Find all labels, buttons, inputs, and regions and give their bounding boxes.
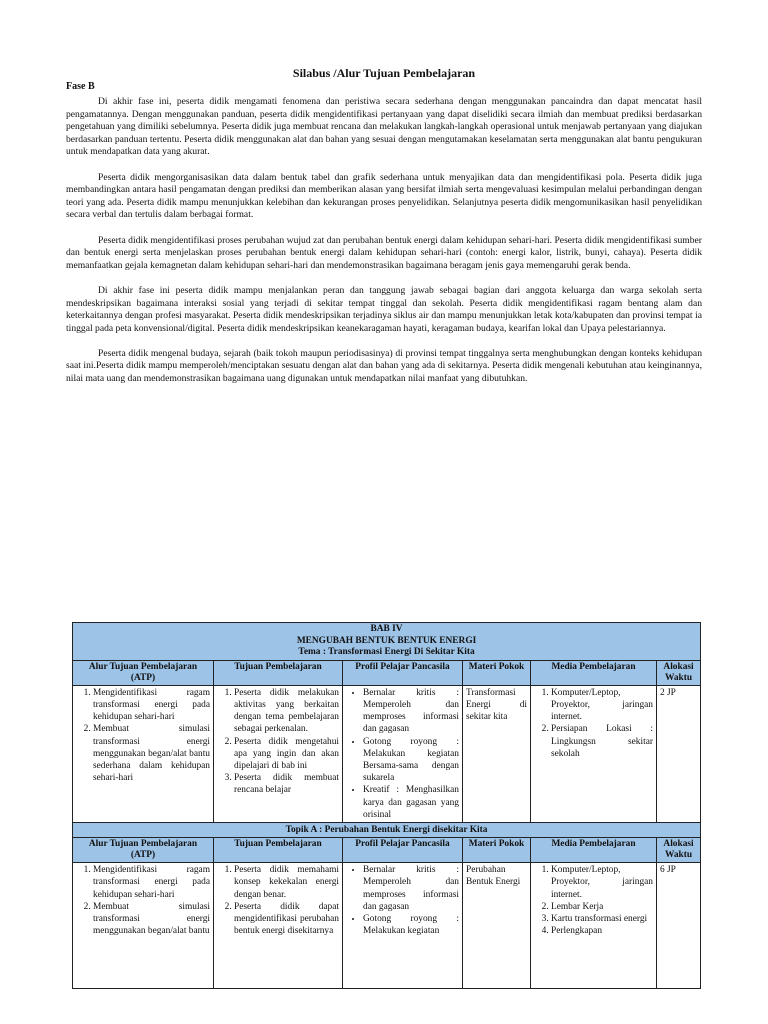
paragraph: Peserta didik mengorganisasikan data dalam bentuk tabel dan grafik sederhana untuk menyajikan data dan mengidentifikasi pola. Peserta didik juga membandingkan antara hasil pengamatan dengan prediksi dan memberikan alasan yang bersifat ilmiah serta mengevaluasi kesimpulan melalui perbandingan dengan teori yang ada. Peserta didik mampu menunjukkan kelebihan dan kekurangan proses penyelidikan. Selanjutnya peserta didik mengomunikasikan hasil penyelidikan secara verbal dan tertulis dalam berbagai format.	[66, 171, 702, 221]
header-tujuan: Tujuan Pembelajaran	[214, 660, 343, 685]
materi-cell: Transformasi Energi di sekitar kita	[463, 685, 531, 822]
paragraph: Peserta didik mengidentifikasi proses perubahan wujud zat dan perubahan bentuk energi dalam kehidupan sehari-hari. Peserta didik mengidentifikasi sumber dan bentuk energi serta menjelaskan proses perubahan bentuk energi dalam kehidupan sehari-hari (contoh: energi kalor, listrik, bunyi, cahaya). Peserta didik memanfaatkan gejala kemagnetan dalam kehidupan sehari-hari dan mendemonstrasikan bagaimana beragam jenis gaya memengaruhi gerak benda.	[66, 234, 702, 271]
table-row	[73, 685, 701, 822]
column-header-row	[73, 660, 701, 685]
column-header-row	[73, 838, 701, 863]
list-item: 2. Lembar Kerja	[551, 901, 653, 913]
media-cell	[531, 685, 657, 822]
list-item: • Bernalar kritis : Memperoleh dan memproses informasi dan gagasan	[363, 864, 459, 913]
chapter-number: BAB IV	[370, 624, 403, 634]
atp-cell	[73, 863, 214, 989]
syllabus-table	[72, 622, 701, 989]
header-materi: Materi Pokok	[463, 660, 531, 685]
header-atp: Alur Tujuan Pembelajaran (ATP)	[73, 660, 214, 685]
list-item: 1. Peserta didik memahami konsep kekekalan energi dengan benar.	[234, 864, 339, 901]
header-tujuan: Tujuan Pembelajaran	[214, 838, 343, 863]
media-cell	[531, 863, 657, 989]
chapter-title: MENGUBAH BENTUK BENTUK ENERGI	[296, 635, 477, 646]
list-item: 1. Komputer/Leptop, Proyektor, jaringan internet.	[551, 864, 653, 901]
paragraph: Peserta didik mengenal budaya, sejarah (baik tokoh maupun periodisasinya) di provinsi tempat tinggalnya serta menghubungkan dengan konteks kehidupan saat ini.Peserta didik mampu memperoleh/menciptakan sesuatu dengan alat dan bahan yang ada di sekitarnya. Peserta didik mengenali kebutuhan atau keinginannya, nilai mata uang dan mendemonstrasikan bagaimana uang digunakan untuk mendapatkan nilai manfaat yang dibutuhkan.	[66, 347, 702, 385]
header-materi: Materi Pokok	[463, 838, 531, 863]
paragraph: Di akhir fase ini, peserta didik mengamati fenomena dan peristiwa secara sederhana dengan menggunakan pancaindra dan dapat mencatat hasil pengamatannya. Dengan menggunakan panduan, peserta didik mengidentifikasi pertanyaan yang dapat diselidiki secara ilmiah dan membuat prediksi berdasarkan pengetahuan yang dimiliki sebelumnya. Peserta didik juga membuat rencana dan melakukan langkah-langkah operasional untuk menjawab pertanyaan yang diajukan berdasarkan panduan tertentu. Peserta didik menggunakan alat dan bahan yang sesuai dengan mengutamakan keselamatan serta menggunakan alat bantu pengukuran untuk mendapatkan data yang akurat.	[66, 96, 702, 158]
tujuan-cell	[214, 685, 343, 822]
header-profil: Profil Pelajar Pancasila	[343, 660, 463, 685]
header-alokasi: Alokasi Waktu	[657, 660, 701, 685]
document-title: Silabus /Alur Tujuan Pembelajaran	[292, 66, 476, 80]
list-item: 2. Peserta didik mengetahui apa yang ingin dan akan dipelajari di bab ini	[234, 736, 339, 773]
alokasi-cell	[657, 863, 701, 989]
fase-label: Fase B	[66, 81, 95, 92]
materi-cell	[463, 863, 531, 989]
header-alokasi: Alokasi Waktu	[657, 838, 701, 863]
header-media: Media Pembelajaran	[531, 838, 657, 863]
table-row	[73, 863, 701, 989]
list-item: • Gotong royong : Melakukan kegiatan	[363, 913, 459, 937]
list-item: 3. Peserta didik membuat rencana belajar	[234, 772, 339, 796]
atp-cell	[73, 685, 214, 822]
list-item: 1. Mengidentifikasi ragam transformasi energi pada kehidupan sehari-hari	[93, 687, 210, 724]
materi-text: Perubahan Bentuk Energi	[466, 865, 521, 888]
list-item: 2. Persiapan Lokasi : Lingkungsn sekitar sekolah	[551, 723, 653, 760]
list-item: 1. Peserta didik melakukan aktivitas yang berkaitan dengan tema pembelajaran sebagai perkenalan.	[234, 687, 339, 736]
list-item: 4. Perlengkapan	[551, 925, 653, 937]
alokasi-text: 6 JP	[660, 865, 676, 876]
chapter-header	[73, 623, 701, 661]
list-item: 2. Membuat simulasi transformasi energi menggunakan began/alat bantu sederhana dalam kehidupan sehari-hari	[93, 723, 210, 784]
topic-header: Topik A : Perubahan Bentuk Energi disekitar Kita	[73, 823, 701, 838]
list-item: • Bernalar kritis : Memperoleh dan memproses informasi dan gagasan	[363, 687, 459, 736]
header-media: Media Pembelajaran	[531, 660, 657, 685]
list-item: 2. Peserta didik dapat mengidentifikasi perubahan bentuk energi disekitarnya	[234, 901, 339, 938]
list-item: • Gotong royong : Melakukan kegiatan Bersama-sama dengan sukarela	[363, 736, 459, 785]
theme-title: Tema : Transformasi Energi Di Sekitar Kita	[298, 647, 475, 658]
header-profil: Profil Pelajar Pancasila	[343, 838, 463, 863]
profil-cell	[343, 863, 463, 989]
alokasi-cell: 2 JP	[657, 685, 701, 822]
list-item: • Kreatif : Menghasilkan karya dan gagasan yang orisinal	[363, 784, 459, 821]
header-atp: Alur Tujuan Pembelajaran (ATP)	[73, 838, 214, 863]
list-item: 1. Mengidentifikasi ragam transformasi energi pada kehidupan sehari-hari	[93, 864, 210, 901]
tujuan-cell	[214, 863, 343, 989]
list-item: 3. Kartu transformasi energi	[551, 913, 653, 925]
list-item: 2. Membuat simulasi transformasi energi menggunakan began/alat bantu	[93, 901, 210, 938]
paragraph: Di akhir fase ini peserta didik mampu menjalankan peran dan tanggung jawab sebagai bagian dari anggota keluarga dan warga sekolah serta mendeskripsikan bagaimana interaksi sosial yang terjadi di sekitar tempat tinggal dan sekolah. Peserta didik mengidentifikasi ragam bentang alam dan keterkaitannya dengan profesi masyarakat. Peserta didik mendeskripsikan terjadinya siklus air dan mampu menunjukkan letak kota/kabupaten dan provinsi tempat ia tinggal pada peta konvensional/digital. Peserta didik mendeskripsikan keanekaragaman hayati, keragaman budaya, kearifan lokal dan Upaya pelestariannya.	[66, 284, 702, 334]
description-text	[66, 96, 702, 398]
profil-cell	[343, 685, 463, 822]
list-item: 1. Komputer/Leptop, Proyektor, jaringan internet.	[551, 687, 653, 724]
